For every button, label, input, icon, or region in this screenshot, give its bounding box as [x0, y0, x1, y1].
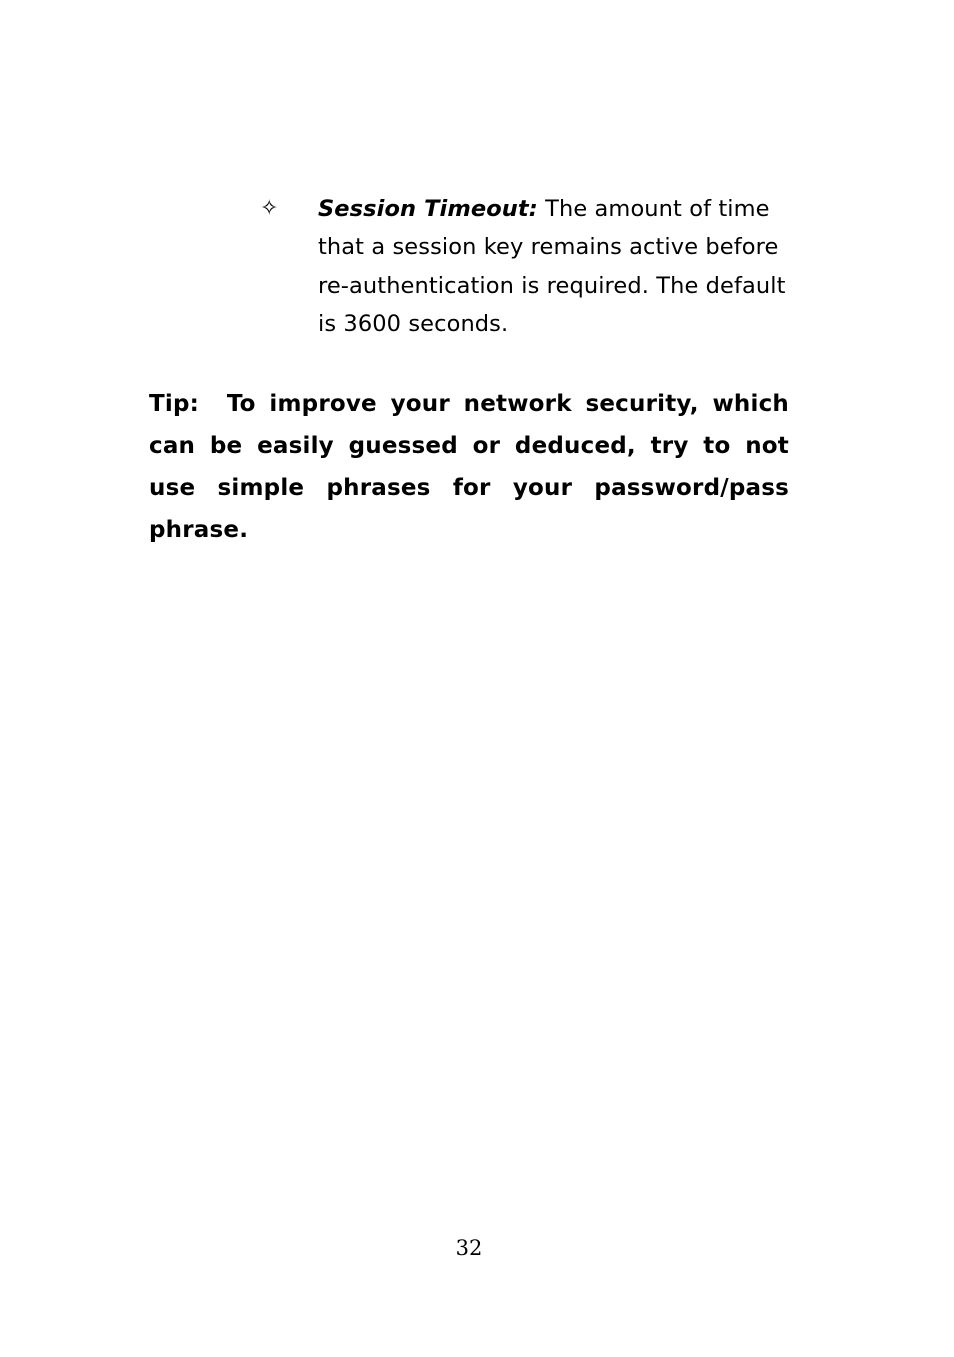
tip-text: To improve your network security, which can be easily guessed or deduced, try to not use simple phrases for your password/pass phrase. — [149, 391, 789, 543]
page-number: 32 — [455, 1236, 483, 1260]
session-timeout-text: The amount of time that a session key remains active before re-authentication is required. The default is 3600 seconds. — [318, 196, 786, 337]
session-timeout-term: Session Timeout: — [318, 196, 538, 222]
tip-label: Tip: — [149, 391, 200, 417]
security-tip — [149, 383, 789, 551]
session-timeout-item — [258, 190, 798, 343]
four-point-star-icon: ✧ — [260, 196, 279, 221]
session-timeout-description — [318, 190, 798, 343]
